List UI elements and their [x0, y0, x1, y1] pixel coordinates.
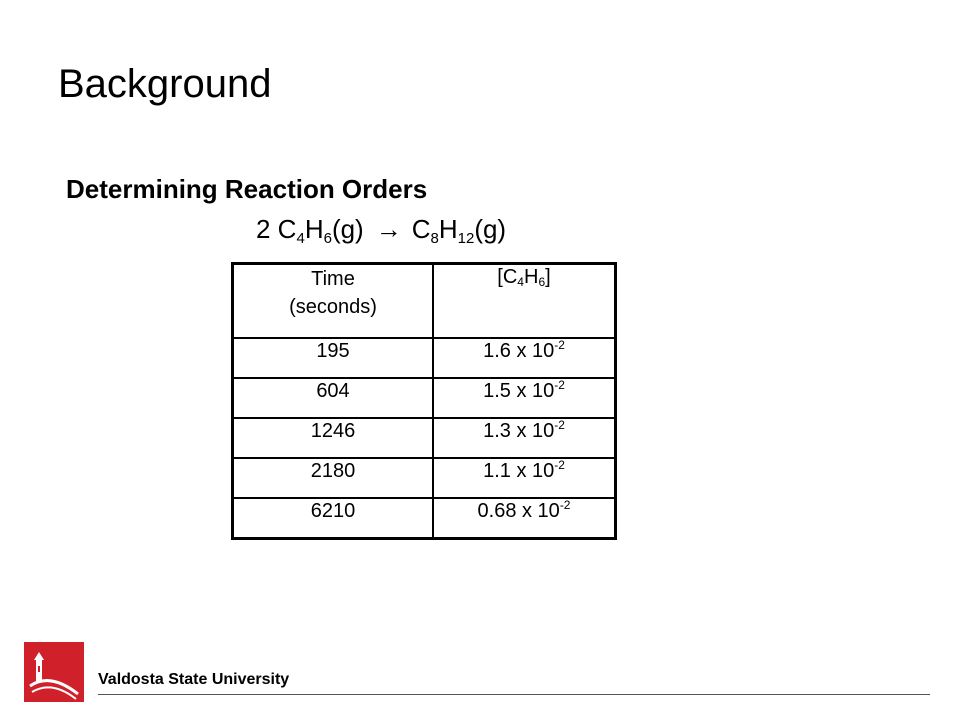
header-time-line1: Time	[311, 268, 355, 290]
time-cell: 195	[233, 338, 434, 378]
concentration-mantissa: 0.68 x 10	[477, 500, 560, 522]
reactant-subscript-c: 4	[296, 230, 305, 247]
header-conc-open: [C	[497, 266, 518, 288]
time-cell: 1246	[233, 418, 434, 458]
time-cell: 604	[233, 378, 434, 418]
reactant-coefficient: 2 C	[256, 214, 297, 244]
header-conc-sub2: 6	[538, 275, 546, 289]
reactant-subscript-h: 6	[323, 230, 332, 247]
header-concentration	[433, 264, 616, 339]
slide-subtitle: Determining Reaction Orders	[66, 174, 428, 204]
concentration-cell	[433, 338, 616, 378]
reaction-arrow-icon: →	[375, 214, 402, 244]
product-h: H	[438, 214, 458, 244]
product-state: (g)	[474, 214, 507, 244]
table-header-row	[233, 264, 616, 339]
table-row	[233, 378, 616, 418]
logo-window	[38, 666, 40, 672]
header-conc-sub1: 4	[517, 275, 524, 289]
vsu-logo-icon	[24, 642, 84, 702]
table-row	[233, 458, 616, 498]
slide-title: Background	[58, 62, 272, 106]
table-row	[233, 498, 616, 539]
time-cell: 2180	[233, 458, 434, 498]
concentration-mantissa: 1.1 x 10	[483, 460, 555, 482]
concentration-mantissa: 1.6 x 10	[483, 340, 555, 362]
concentration-table	[231, 262, 617, 540]
table-row	[233, 418, 616, 458]
header-conc-close: ]	[545, 266, 551, 288]
product-subscript-h: 12	[457, 230, 475, 247]
concentration-cell	[433, 458, 616, 498]
header-conc-h: H	[523, 266, 539, 288]
concentration-exponent: -2	[559, 498, 571, 512]
footer-university: Valdosta State University	[98, 671, 290, 688]
concentration-exponent: -2	[554, 338, 565, 352]
header-time-line2: (seconds)	[289, 296, 377, 318]
concentration-mantissa: 1.5 x 10	[483, 380, 555, 402]
concentration-mantissa: 1.3 x 10	[483, 420, 555, 442]
concentration-cell	[433, 418, 616, 458]
product-c: C	[411, 214, 431, 244]
chemical-equation	[256, 212, 506, 246]
reactant-state: (g)	[331, 214, 364, 244]
concentration-exponent: -2	[554, 378, 565, 392]
time-cell: 6210	[233, 498, 434, 539]
concentration-exponent: -2	[554, 458, 565, 472]
table-row	[233, 338, 616, 378]
header-time	[233, 264, 434, 339]
concentration-cell	[433, 378, 616, 418]
footer-divider	[98, 694, 930, 695]
concentration-exponent: -2	[554, 418, 565, 432]
reactant-h: H	[304, 214, 324, 244]
concentration-cell	[433, 498, 616, 539]
product-subscript-c: 8	[430, 230, 439, 247]
